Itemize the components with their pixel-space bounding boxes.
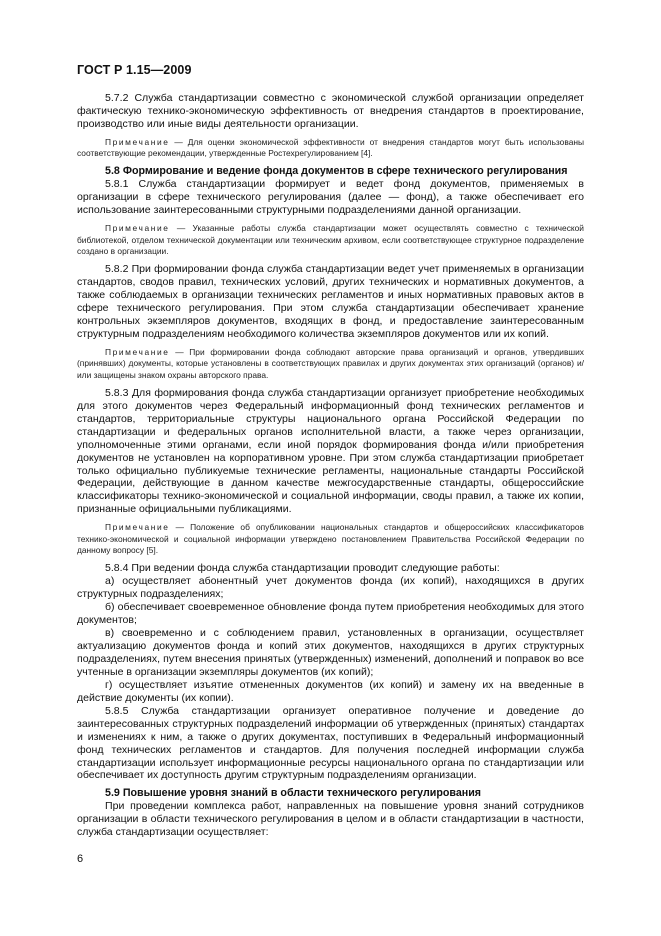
paragraph-5-8-4: 5.8.4 При ведении фонда служба стандартизации проводит следующие работы: bbox=[105, 562, 500, 575]
note-2 bbox=[77, 223, 584, 257]
document-body bbox=[77, 92, 584, 839]
note-text: — При формировании фонда соблюдают авторские права организаций и органов, утвердивших (принявших) документы, которые установлены в соответствующих правилах и других документах этих организаций (органов) и/или защищены знаком охраны авторского права. bbox=[77, 346, 584, 380]
note-3 bbox=[77, 347, 584, 381]
page-number: 6 bbox=[77, 853, 84, 865]
note-1 bbox=[77, 137, 584, 160]
paragraph-5-8-1: 5.8.1 Служба стандартизации формирует и ведет фонд документов, применяемых в организации в сфере технического регулирования (далее — фонд), а также обеспечивает его использование заинтересованными структурными подразделениями данной организации. bbox=[77, 178, 584, 217]
note-4 bbox=[77, 522, 584, 556]
list-item-a: а) осуществляет абонентный учет документов фонда (их копий), находящихся в других структурных подразделениях; bbox=[77, 575, 584, 601]
document-header: ГОСТ Р 1.15—2009 bbox=[77, 63, 192, 77]
note-label: Примечание bbox=[105, 136, 170, 147]
note-text: — Положение об опубликовании национальных стандартов и общероссийских классификаторов технико-экономической и социальной информации утверждено постановлением Правительства Российской Федерации по данному вопросу [5]. bbox=[77, 522, 584, 555]
paragraph-5-8-3: 5.8.3 Для формирования фонда служба стандартизации организует приобретение необходимых для этого документов через Федеральный информационный фонд технических регламентов и стандартов, территориальные структуры национального органа Российской Федерации по стандартизации и федеральных органов исполнительной власти, а также через организации, уполномоченные этими органами, если иной порядок формирования фонда и/или приобретения документов не установлен на корпоративном уровне. При этом служба стандартизации приобретает только официально публикуемые технические регламенты, национальные стандарты Российской Федерации, действующие в данном качестве межгосударственные стандарты, общероссийские классификаторы технико-экономической и социальной информации, своды правил, а также их копии, признанные официальными публикациями. bbox=[77, 386, 584, 516]
paragraph-5-8-2: 5.8.2 При формировании фонда служба стандартизации ведет учет применяемых в организации стандартов, сводов правил, технических условий, других технических и нормативных документов, а также соблюдаемых в организации технических регламентов и иных нормативных правовых актов в сфере технического регулирования. При этом служба стандартизации обеспечивает хранение контрольных экземпляров документов, входящих в фонд, и предоставление заинтересованным структурным подразделениям необходимого количества экземпляров документов или их копий. bbox=[77, 263, 584, 340]
note-label: Примечание bbox=[105, 223, 170, 234]
list-item-c: в) своевременно и с соблюдением правил, установленных в организации, осуществляет актуализацию документов фонда и копий этих документов, находящихся в других структурных подразделениях, путем внесения принятых (утвержденных) изменений, дополнений и поправок во все учтенные в организации экземпляры документов (их копий); bbox=[77, 627, 584, 678]
section-heading-5-9: 5.9 Повышение уровня знаний в области технического регулирования bbox=[105, 787, 482, 800]
note-text: — Для оценки экономической эффективности от внедрения стандартов могут быть использованы соответствующие рекомендации, утвержденные Ростехрегулированием [4]. bbox=[77, 136, 584, 159]
note-label: Примечание bbox=[105, 522, 170, 533]
list-item-d: г) осуществляет изъятие отмененных документов (их копий) и замену их на введенные в действие документы (их копии). bbox=[77, 678, 584, 704]
note-text: — Указанные работы служба стандартизации может осуществлять совместно с технической библиотекой, отделом технической документации или техническим архивом, если соответствующее структурное подразделение создано в организации. bbox=[77, 223, 584, 256]
paragraph-5-8-5: 5.8.5 Служба стандартизации организует оперативное получение и доведение до заинтересованных структурных подразделений информации об утвержденных (принятых) стандартах и изменениях к ним, а также о других документах, поступивших в Федеральный информационный фонд технических регламентов и стандартов. Для получения последней информации служба стандартизации использует информационные ресурсы национального органа по стандартизации или обеспечивает их доступность другим структурным подразделениям организации. bbox=[77, 704, 584, 782]
section-heading-5-8: 5.8 Формирование и ведение фонда документов в сфере технического регулирования bbox=[105, 165, 568, 178]
paragraph-5-7-2: 5.7.2 Служба стандартизации совместно с экономической службой организации определяет фактическую технико-экономическую эффективность от внедрения стандартов в проектирование, производство или иные виды деятельности организации. bbox=[77, 92, 584, 130]
paragraph-5-9: При проведении комплекса работ, направленных на повышение уровня знаний сотрудников организации в области технического регулирования в целом и в области стандартизации в частности, служба стандартизации осуществляет: bbox=[77, 800, 584, 839]
list-item-b: б) обеспечивает своевременное обновление фонда путем приобретения необходимых для этого документов; bbox=[77, 601, 584, 627]
note-label: Примечание bbox=[105, 346, 170, 357]
